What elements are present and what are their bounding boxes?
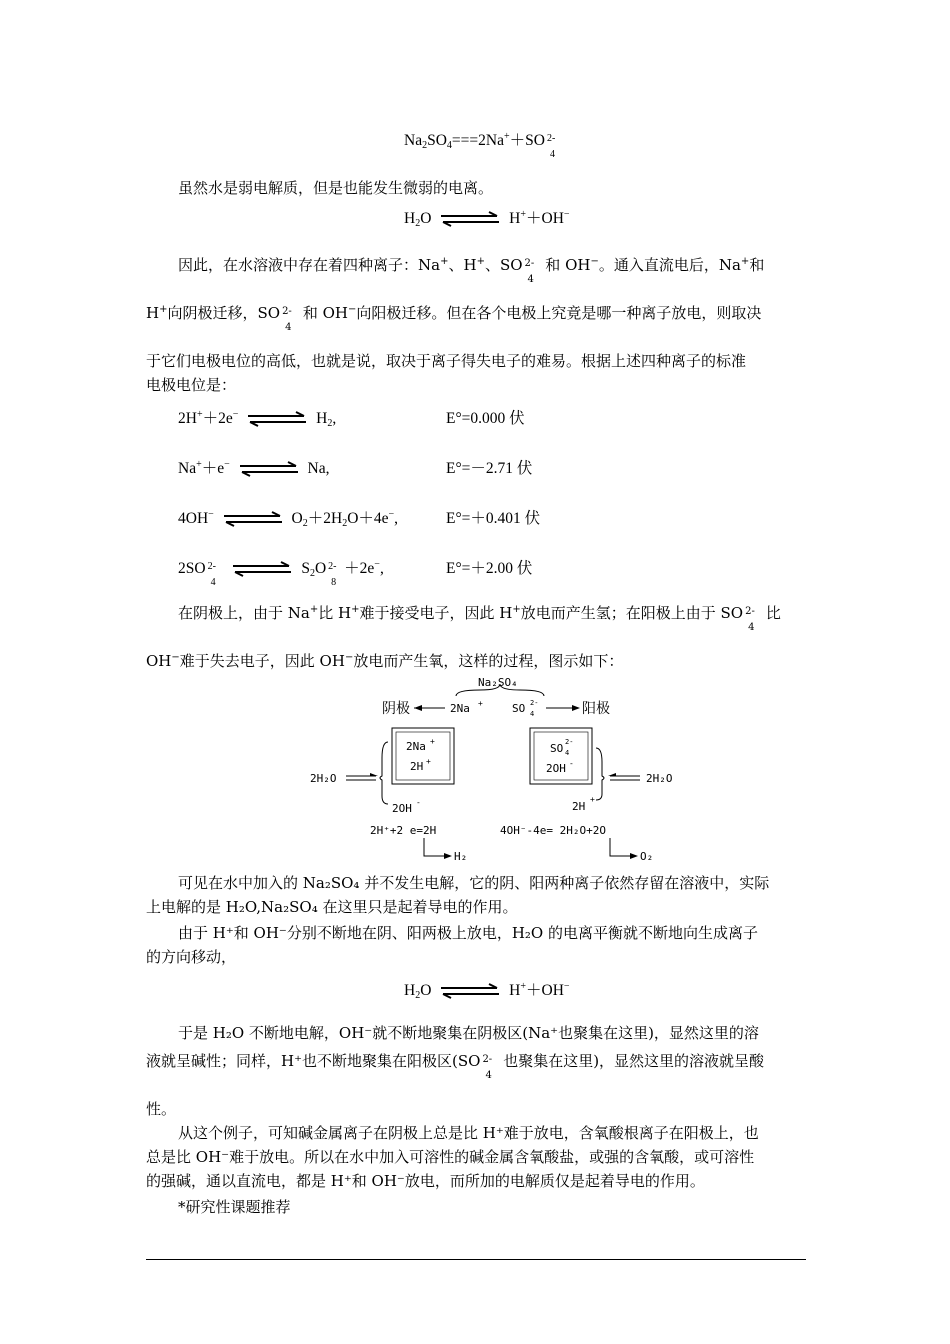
text: 、H: [448, 256, 477, 274]
potential-value: E°=＋0.401 伏: [446, 510, 541, 527]
eq-text: Na: [404, 132, 423, 149]
eq-sup: +: [520, 209, 526, 220]
svg-text:-: -: [416, 798, 421, 807]
brace: [380, 742, 388, 804]
text: 也聚集在这里)，显然这里的溶液就呈酸: [498, 1052, 765, 1070]
paragraph-line: 性。: [146, 1100, 177, 1118]
oh-below: 2OH: [392, 802, 412, 815]
paragraph-line: 总是比 OH⁻难于放电。所以在水中加入可溶性的碱金属含氧酸盐，或强的含氧酸，或可溶性: [146, 1148, 755, 1166]
paragraph: 虽然水是弱电解质，但是也能发生微弱的电离。: [178, 179, 494, 197]
box-text: 2Na: [406, 740, 426, 753]
eq-text: O: [420, 982, 432, 999]
eq-text: H: [404, 982, 416, 999]
anode-label: 阳极: [582, 701, 610, 717]
h-below: 2H: [572, 800, 586, 813]
text: 和 OH: [540, 256, 591, 274]
text: 向阳极迁移。但在各个电极上究竟是哪一种离子放电，则取决: [356, 304, 762, 322]
text: ＋2e: [344, 560, 375, 577]
svg-text:+: +: [430, 737, 435, 746]
paragraph-line: 于是 H₂O 不断地电解，OH⁻就不断地聚集在阴极区(Na⁺也聚集在这里)，显然这里的溶: [178, 1024, 759, 1042]
equation-water-ionization-2: H2O H+＋OH−: [404, 981, 570, 1001]
eq-text: ＋SO: [509, 132, 545, 149]
anode-reaction: 4OH⁻-4e= 2H₂O+2O: [500, 824, 606, 837]
eq-sup: −: [563, 981, 570, 992]
equilibrium-arrow-icon: [238, 461, 300, 477]
text: H: [316, 410, 328, 427]
text: ,: [394, 510, 399, 527]
charge: 2-: [546, 133, 556, 144]
svg-text:4: 4: [530, 710, 535, 718]
paragraph-line: 由于 H⁺和 OH⁻分别不断地在阴、阳两极上放电，H₂O 的电离平衡就不断地向生成离子: [178, 924, 758, 942]
arrow-left-icon: [608, 773, 616, 776]
text: O: [314, 560, 327, 577]
svg-text:2-: 2-: [530, 699, 539, 707]
equilibrium-arrow-icon: [222, 511, 284, 527]
paragraph-line: 可见在水中加入的 Na₂SO₄ 并不发生电解，它的阴、阳两种离子依然存留在溶液中，实际: [178, 874, 770, 892]
subscript: 4: [549, 149, 555, 160]
text: 2H: [178, 410, 197, 427]
equation-na2so4-dissociation: [404, 128, 563, 160]
water-left: 2H₂O: [310, 772, 337, 785]
charge-stack: [545, 133, 563, 160]
eq-text: SO: [427, 132, 447, 149]
cathode-label: 阴极: [382, 701, 410, 717]
arrow-right-icon: [370, 773, 378, 776]
svg-text:+: +: [426, 757, 431, 766]
arrow-left-icon: [414, 705, 422, 711]
paragraph-line: 液就呈碱性；同样，H⁺也不断地聚集在阳极区(SO 2- 4 也聚集在这里)，显然这里的溶液就呈酸: [146, 1052, 765, 1081]
eq-text: O: [420, 210, 432, 227]
text: 难于接受电子，因此 H: [359, 604, 513, 622]
eq-sup: +: [503, 131, 510, 142]
svg-text:-: -: [569, 759, 574, 768]
equilibrium-arrow-icon: [439, 211, 501, 227]
eq-text: ===2Na: [451, 132, 504, 149]
reaction-na: Na+＋e− Na,: [178, 459, 330, 477]
section-heading: *研究性课题推荐: [178, 1198, 291, 1216]
anode-box: [530, 728, 592, 784]
potential-value: E°=＋2.00 伏: [446, 560, 533, 577]
paragraph-line: 在阴极上，由于 Na+比 H+难于接受电子，因此 H+放电而产生氢；在阳极上由于 SO 2- 4 比: [178, 604, 781, 633]
potential-value: E°=－2.71 伏: [446, 460, 533, 477]
reaction-so4: 2SO 2- 4 S2O 2- 8 ＋2e−,: [178, 559, 384, 588]
svg-text:2-: 2-: [565, 738, 574, 746]
eq-sup: +: [520, 981, 526, 992]
box-text: 2OH: [546, 762, 566, 775]
reaction-h: 2H+＋2e− H2,: [178, 409, 337, 429]
paragraph-line: 电极电位是：: [146, 376, 237, 394]
text: ＋2e: [202, 410, 233, 427]
paragraph-line: 的强碱，通以直流电，都是 H⁺和 OH⁻放电，而所加的电解质仅是起着导电的作用。: [146, 1172, 705, 1190]
arrow-right-icon: [444, 853, 452, 859]
na-ion: 2Na: [450, 702, 470, 715]
text: 因此，在水溶液中存在着四种离子：Na: [178, 256, 441, 274]
svg-text:+: +: [478, 699, 483, 708]
text: 放电而产生氢；在阳极上由于 SO: [520, 604, 744, 622]
text: 4OH: [178, 510, 209, 527]
cathode-reaction: 2H⁺+2 e=2H: [370, 824, 437, 837]
text: ＋2H: [307, 510, 343, 527]
so4-ion: SO: [512, 702, 526, 715]
text: O: [291, 510, 303, 527]
paragraph-line: 于它们电极电位的高低，也就是说，取决于离子得失电子的难易。根据上述四种离子的标准: [146, 352, 747, 370]
eq-text: H: [509, 210, 521, 227]
text: H: [146, 304, 160, 322]
text: 向阴极迁移，SO: [167, 304, 281, 322]
electrolysis-diagram: [300, 672, 690, 868]
box-text: SO: [550, 742, 564, 755]
text: O＋4e: [347, 510, 389, 527]
eq-sub: 4: [446, 140, 452, 151]
oxygen-product: O₂: [640, 850, 654, 863]
arrow-right-icon: [630, 853, 638, 859]
water-right: 2H₂O: [646, 772, 673, 785]
equilibrium-arrow-icon: [231, 561, 293, 577]
paragraph-line: 上电解的是 H₂O,Na₂SO₄ 在这里只是起着导电的作用。: [146, 898, 518, 916]
text: 和 OH: [298, 304, 348, 322]
text: ,: [332, 410, 337, 427]
equation-water-ionization: H2O H+＋OH−: [404, 209, 570, 229]
paragraph-line: 因此，在水溶液中存在着四种离子：Na+、H+、SO 2- 4 和 OH−。通入直流电后，Na+和: [178, 256, 765, 285]
eq-text: ＋OH: [526, 982, 564, 999]
equilibrium-arrow-icon: [439, 983, 501, 999]
svg-text:4: 4: [565, 749, 570, 757]
paragraph-line: 的方向移动，: [146, 948, 237, 966]
diagram-top-label: Na₂SO₄: [478, 676, 518, 689]
text: Na: [178, 460, 197, 477]
text: ,: [379, 560, 384, 577]
equilibrium-arrow-icon: [246, 411, 308, 427]
text: 放电而产生氧，这样的过程，图示如下：: [353, 652, 624, 670]
text: 。通入直流电后，Na: [598, 256, 741, 274]
paragraph-line: OH−难于失去电子，因此 OH−放电而产生氧，这样的过程，图示如下：: [146, 652, 624, 670]
text: 比 H: [318, 604, 352, 622]
text: Na,: [307, 460, 330, 477]
paragraph-line: 从这个例子，可知碱金属离子在阴极上总是比 H⁺难于放电，含氧酸根离子在阳极上，也: [178, 1124, 759, 1142]
eq-sub: 2: [422, 140, 428, 151]
potential-value: E°=0.000 伏: [446, 410, 525, 427]
eq-sup: −: [563, 209, 570, 220]
brace: [596, 748, 604, 800]
brace: [456, 684, 544, 696]
svg-text:+: +: [590, 795, 595, 804]
text: ＋e: [201, 460, 225, 477]
text: 比: [761, 604, 781, 622]
text: 难于失去电子，因此 OH: [179, 652, 345, 670]
arrow-right-icon: [572, 705, 580, 711]
eq-text: H: [404, 210, 416, 227]
cathode-box: [392, 728, 454, 784]
text: 液就呈碱性；同样，H⁺也不断地聚集在阳极区(SO: [146, 1052, 481, 1070]
text: S: [301, 560, 310, 577]
text: 和: [749, 256, 765, 274]
eq-text: ＋OH: [526, 210, 564, 227]
reaction-oh: 4OH− O2＋2H2O＋4e−,: [178, 509, 399, 529]
paragraph-line: H+向阴极迁移，SO 2- 4 和 OH−向阳极迁移。但在各个电极上究竟是哪一种离子放电，则取决: [146, 304, 762, 333]
text: 在阴极上，由于 Na: [178, 604, 310, 622]
box-text: 2H: [410, 760, 424, 773]
eq-text: H: [509, 982, 521, 999]
text: OH: [146, 652, 172, 670]
text: 2SO: [178, 560, 206, 577]
footer-rule: [146, 1259, 806, 1260]
text: 、SO: [484, 256, 523, 274]
hydrogen-product: H₂: [454, 850, 468, 863]
